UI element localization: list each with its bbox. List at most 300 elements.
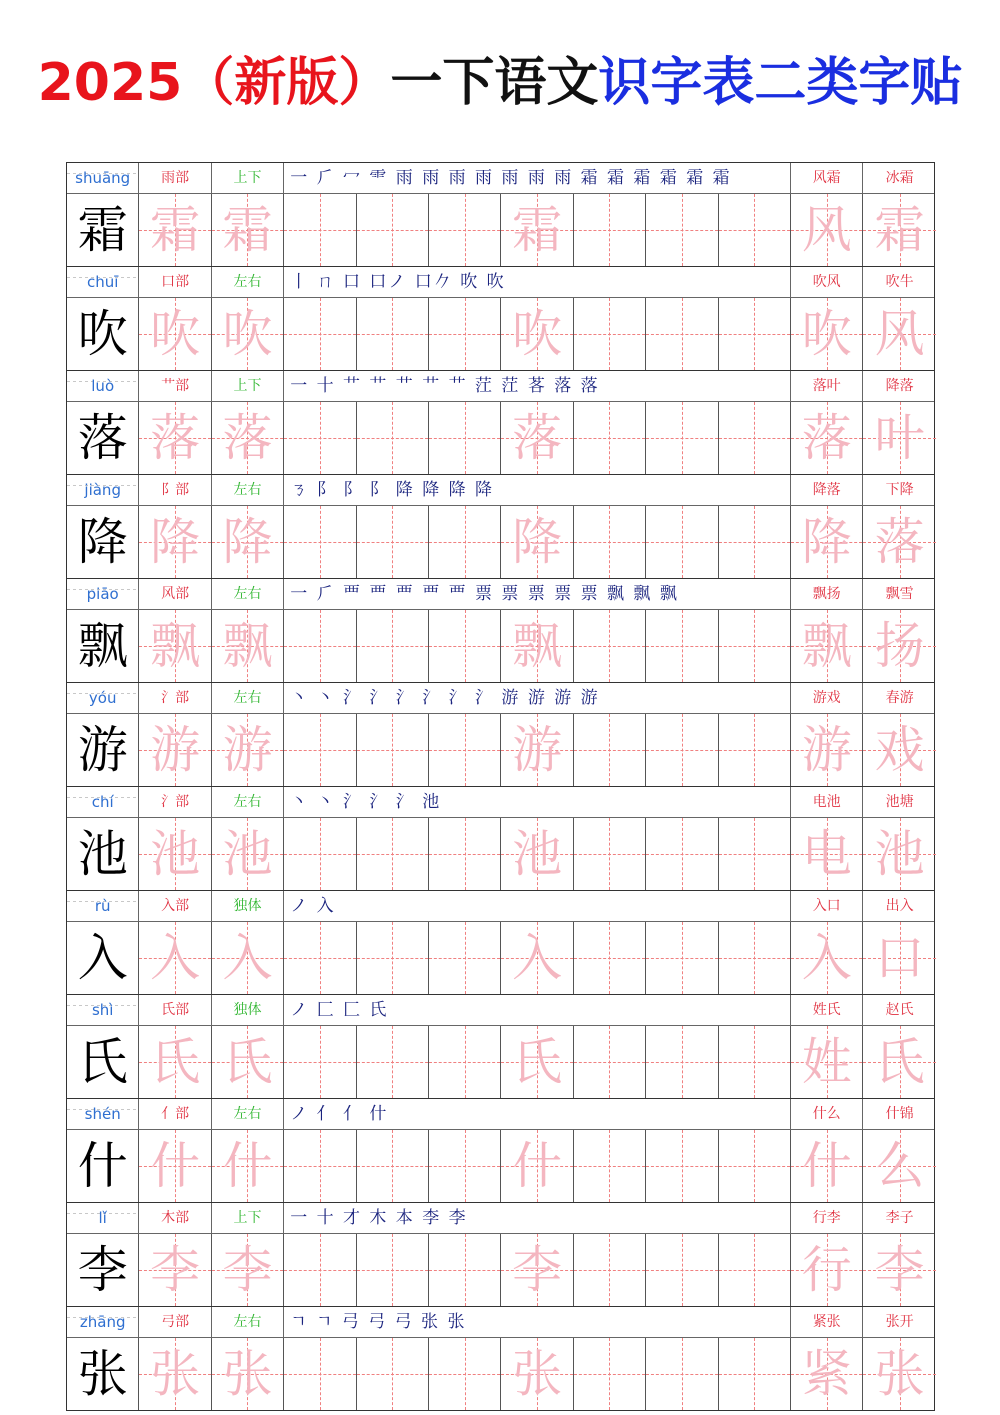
writing-cell[interactable] — [284, 194, 356, 266]
word-1: 落叶 — [791, 371, 863, 401]
writing-grid — [67, 714, 934, 787]
writing-cell[interactable] — [574, 506, 646, 578]
guide-line-vertical — [609, 1338, 610, 1410]
writing-cell[interactable] — [284, 1234, 356, 1306]
writing-cell[interactable] — [863, 506, 935, 578]
writing-cell[interactable] — [501, 714, 573, 786]
writing-cell[interactable] — [212, 402, 284, 474]
writing-cell[interactable] — [719, 1338, 791, 1410]
word-2: 什锦 — [885, 1106, 914, 1122]
trace-char: 李 — [512, 1241, 563, 1299]
radical-label: 阝部 — [139, 475, 211, 505]
writing-cell[interactable] — [646, 298, 718, 370]
trace-word-char-1: 风 — [801, 201, 852, 259]
pinyin-label: lǐ — [67, 1203, 139, 1233]
char-info-strip — [67, 163, 934, 194]
page-title — [0, 48, 1000, 118]
writing-cell[interactable] — [139, 714, 211, 786]
trace-char: 落 — [150, 409, 201, 467]
trace-word-char-1: 行 — [801, 1241, 852, 1299]
writing-cell[interactable] — [429, 922, 501, 994]
writing-cell[interactable] — [719, 1130, 791, 1202]
trace-char: 张 — [222, 1345, 273, 1403]
writing-cell[interactable] — [139, 298, 211, 370]
writing-grid — [67, 1026, 934, 1099]
writing-cell[interactable] — [212, 194, 284, 266]
guide-line-vertical — [392, 506, 393, 578]
guide-line-vertical — [754, 506, 755, 578]
writing-cell[interactable] — [719, 922, 791, 994]
writing-cell[interactable] — [863, 1234, 935, 1306]
writing-cell[interactable] — [212, 1026, 284, 1098]
writing-cell[interactable] — [357, 1234, 429, 1306]
guide-line-vertical — [754, 610, 755, 682]
writing-cell[interactable] — [284, 402, 356, 474]
trace-word-char-2: 落 — [874, 513, 925, 571]
writing-cell[interactable] — [501, 298, 573, 370]
writing-cell[interactable] — [429, 714, 501, 786]
writing-cell[interactable] — [429, 610, 501, 682]
structure-label: 左右 — [212, 683, 284, 713]
guide-line-vertical — [320, 506, 321, 578]
writing-cell[interactable] — [501, 1130, 573, 1202]
guide-line-vertical — [392, 298, 393, 370]
guide-line-vertical — [754, 1130, 755, 1202]
trace-char: 氏 — [222, 1033, 273, 1091]
word-2: 降落 — [885, 378, 914, 394]
writing-cell[interactable] — [357, 714, 429, 786]
stroke-order: 丨 ㄇ 口 口ノ 口𠂊 吹 吹 — [284, 267, 791, 297]
word-1: 紧张 — [791, 1307, 863, 1337]
writing-cell[interactable] — [139, 1338, 211, 1410]
writing-cell[interactable] — [646, 922, 718, 994]
char-info-strip — [67, 475, 934, 506]
writing-cell[interactable] — [863, 714, 935, 786]
writing-cell[interactable] — [501, 506, 573, 578]
writing-cell[interactable] — [357, 1130, 429, 1202]
guide-line-vertical — [682, 1026, 683, 1098]
writing-cell[interactable] — [574, 922, 646, 994]
char-info-strip — [67, 1203, 934, 1234]
writing-cell[interactable] — [719, 818, 791, 890]
writing-cell[interactable] — [429, 1130, 501, 1202]
writing-cell[interactable] — [574, 1234, 646, 1306]
trace-word-char-2: 池 — [874, 825, 925, 883]
guide-line-vertical — [465, 1130, 466, 1202]
radical-label: 氏部 — [139, 995, 211, 1025]
trace-char: 入 — [222, 929, 273, 987]
stroke-order: ノ 匚 匚 氏 — [284, 995, 791, 1025]
trace-char: 飘 — [512, 617, 563, 675]
writing-cell[interactable] — [429, 1234, 501, 1306]
writing-cell[interactable] — [139, 1026, 211, 1098]
guide-line-vertical — [320, 298, 321, 370]
writing-cell[interactable] — [574, 714, 646, 786]
writing-cell[interactable] — [429, 1338, 501, 1410]
writing-cell[interactable] — [791, 506, 863, 578]
guide-line-vertical — [465, 714, 466, 786]
writing-cell[interactable] — [212, 610, 284, 682]
writing-cell[interactable] — [574, 194, 646, 266]
writing-cell[interactable] — [212, 1338, 284, 1410]
guide-line-vertical — [465, 610, 466, 682]
model-char: 霜 — [77, 201, 128, 259]
word-2: 张开 — [885, 1314, 914, 1330]
writing-cell[interactable] — [574, 298, 646, 370]
guide-line-vertical — [609, 818, 610, 890]
writing-cell[interactable] — [67, 610, 139, 682]
writing-cell[interactable] — [646, 506, 718, 578]
trace-char: 氏 — [512, 1033, 563, 1091]
char-info-strip — [67, 267, 934, 298]
writing-cell[interactable] — [139, 1130, 211, 1202]
guide-line-vertical — [392, 714, 393, 786]
char-info-strip — [67, 1099, 934, 1130]
trace-char: 游 — [512, 721, 563, 779]
guide-line-vertical — [320, 818, 321, 890]
writing-cell[interactable] — [357, 922, 429, 994]
writing-cell[interactable] — [719, 298, 791, 370]
writing-cell[interactable] — [284, 1338, 356, 1410]
writing-cell[interactable] — [67, 194, 139, 266]
writing-cell[interactable] — [791, 1130, 863, 1202]
structure-label: 上下 — [212, 371, 284, 401]
guide-line-vertical — [682, 506, 683, 578]
writing-cell[interactable] — [357, 818, 429, 890]
char-row — [67, 163, 934, 267]
structure-label: 左右 — [212, 1099, 284, 1129]
guide-line-vertical — [609, 1234, 610, 1306]
structure-label: 左右 — [212, 475, 284, 505]
word-2: 春游 — [885, 690, 914, 706]
guide-line-vertical — [754, 402, 755, 474]
trace-word-char-1: 落 — [801, 409, 852, 467]
pinyin-label: yóu — [67, 683, 139, 713]
writing-cell[interactable] — [863, 1130, 935, 1202]
trace-char: 游 — [222, 721, 273, 779]
trace-char: 霜 — [150, 201, 201, 259]
structure-label: 左右 — [212, 787, 284, 817]
writing-cell[interactable] — [139, 194, 211, 266]
writing-cell[interactable] — [646, 402, 718, 474]
practice-sheet — [66, 162, 935, 1411]
writing-cell[interactable] — [646, 1234, 718, 1306]
writing-cell[interactable] — [212, 506, 284, 578]
writing-cell[interactable] — [284, 1026, 356, 1098]
pinyin-label: piāo — [67, 579, 139, 609]
writing-cell[interactable] — [67, 818, 139, 890]
guide-line-vertical — [682, 818, 683, 890]
guide-line-vertical — [754, 1338, 755, 1410]
trace-word-char-1: 姓 — [801, 1033, 852, 1091]
guide-line-vertical — [392, 610, 393, 682]
writing-cell[interactable] — [212, 922, 284, 994]
writing-cell[interactable] — [284, 1130, 356, 1202]
writing-cell[interactable] — [646, 818, 718, 890]
stroke-order: 一 ⺁ 冖 ⻗ 雨 雨 雨 雨 雨 雨 雨 霜 霜 霜 霜 霜 霜 — [284, 163, 791, 193]
guide-line-vertical — [609, 922, 610, 994]
writing-cell[interactable] — [67, 1130, 139, 1202]
writing-cell[interactable] — [67, 1026, 139, 1098]
word-2: 下降 — [885, 482, 914, 498]
writing-cell[interactable] — [791, 402, 863, 474]
stroke-order: ㄋ 阝 阝 阝 降 降 降 降 — [284, 475, 791, 505]
model-char: 池 — [77, 825, 128, 883]
trace-word-char-1: 紧 — [801, 1345, 852, 1403]
structure-label: 左右 — [212, 579, 284, 609]
guide-line-vertical — [320, 1026, 321, 1098]
word-1: 电池 — [791, 787, 863, 817]
writing-cell[interactable] — [139, 1234, 211, 1306]
word-1: 入口 — [791, 891, 863, 921]
writing-cell[interactable] — [863, 1026, 935, 1098]
trace-word-char-2: 扬 — [874, 617, 925, 675]
writing-cell[interactable] — [212, 818, 284, 890]
trace-word-char-2: 霜 — [874, 201, 925, 259]
word-2: 吹牛 — [885, 274, 914, 290]
writing-cell[interactable] — [212, 298, 284, 370]
word-1: 飘扬 — [791, 579, 863, 609]
guide-line-vertical — [320, 1338, 321, 1410]
trace-char: 游 — [150, 721, 201, 779]
writing-cell[interactable] — [863, 298, 935, 370]
pinyin-label: luò — [67, 371, 139, 401]
radical-label: 弓部 — [139, 1307, 211, 1337]
writing-cell[interactable] — [646, 714, 718, 786]
writing-cell[interactable] — [357, 506, 429, 578]
guide-line-vertical — [465, 818, 466, 890]
guide-line-vertical — [320, 714, 321, 786]
writing-cell[interactable] — [67, 1234, 139, 1306]
writing-cell[interactable] — [574, 1026, 646, 1098]
writing-cell[interactable] — [863, 1338, 935, 1410]
trace-char: 李 — [150, 1241, 201, 1299]
writing-grid — [67, 818, 934, 891]
writing-cell[interactable] — [284, 506, 356, 578]
writing-cell[interactable] — [863, 402, 935, 474]
writing-cell[interactable] — [646, 1130, 718, 1202]
guide-line-vertical — [465, 1026, 466, 1098]
writing-cell[interactable] — [501, 194, 573, 266]
writing-cell[interactable] — [574, 402, 646, 474]
guide-line-vertical — [754, 298, 755, 370]
writing-grid — [67, 506, 934, 579]
writing-cell[interactable] — [501, 1338, 573, 1410]
guide-line-vertical — [392, 1234, 393, 1306]
writing-cell[interactable] — [791, 194, 863, 266]
writing-cell[interactable] — [501, 402, 573, 474]
trace-char: 入 — [150, 929, 201, 987]
trace-char: 霜 — [512, 201, 563, 259]
writing-cell[interactable] — [791, 1026, 863, 1098]
writing-cell[interactable] — [357, 1026, 429, 1098]
stroke-order: ㄱ ㄱ 弓 弓 弓 张 张 — [284, 1307, 791, 1337]
writing-cell[interactable] — [574, 1338, 646, 1410]
writing-cell[interactable] — [574, 1130, 646, 1202]
writing-cell[interactable] — [357, 298, 429, 370]
writing-cell[interactable] — [719, 506, 791, 578]
model-char: 什 — [77, 1137, 128, 1195]
guide-line-vertical — [465, 922, 466, 994]
pinyin-label: shì — [67, 995, 139, 1025]
writing-cell[interactable] — [67, 298, 139, 370]
writing-cell[interactable] — [139, 402, 211, 474]
structure-label: 独体 — [212, 891, 284, 921]
writing-cell[interactable] — [791, 818, 863, 890]
writing-cell[interactable] — [646, 1338, 718, 1410]
guide-line-vertical — [682, 298, 683, 370]
writing-cell[interactable] — [719, 194, 791, 266]
char-info-strip — [67, 1307, 934, 1338]
writing-cell[interactable] — [212, 1130, 284, 1202]
writing-cell[interactable] — [863, 194, 935, 266]
radical-label: 氵部 — [139, 787, 211, 817]
writing-cell[interactable] — [791, 298, 863, 370]
writing-cell[interactable] — [284, 610, 356, 682]
radical-label: 入部 — [139, 891, 211, 921]
stroke-order: 丶 丶 氵 氵 氵 氵 氵 氵 游 游 游 游 — [284, 683, 791, 713]
pinyin-label: chí — [67, 787, 139, 817]
writing-cell[interactable] — [429, 506, 501, 578]
writing-grid — [67, 194, 934, 267]
trace-char: 降 — [150, 513, 201, 571]
writing-cell[interactable] — [429, 298, 501, 370]
word-2: 冰霜 — [885, 170, 914, 186]
writing-cell[interactable] — [284, 298, 356, 370]
writing-cell[interactable] — [429, 818, 501, 890]
trace-word-char-2: 氏 — [874, 1033, 925, 1091]
writing-cell[interactable] — [67, 714, 139, 786]
guide-line-vertical — [320, 1234, 321, 1306]
writing-cell[interactable] — [284, 714, 356, 786]
word-1: 游戏 — [791, 683, 863, 713]
writing-cell[interactable] — [139, 818, 211, 890]
writing-cell[interactable] — [719, 1026, 791, 1098]
writing-cell[interactable] — [719, 610, 791, 682]
trace-char: 池 — [222, 825, 273, 883]
guide-line-vertical — [320, 1130, 321, 1202]
writing-cell[interactable] — [67, 402, 139, 474]
guide-line-vertical — [682, 714, 683, 786]
guide-line-vertical — [754, 818, 755, 890]
writing-cell[interactable] — [501, 818, 573, 890]
guide-line-vertical — [682, 402, 683, 474]
guide-line-vertical — [320, 194, 321, 266]
writing-cell[interactable] — [501, 1234, 573, 1306]
structure-label: 上下 — [212, 1203, 284, 1233]
char-row — [67, 995, 934, 1099]
char-row — [67, 891, 934, 995]
structure-label: 左右 — [212, 267, 284, 297]
trace-word-char-1: 降 — [801, 513, 852, 571]
writing-cell[interactable] — [212, 1234, 284, 1306]
word-2: 飘雪 — [885, 586, 914, 602]
trace-char: 霜 — [222, 201, 273, 259]
writing-cell[interactable] — [791, 1234, 863, 1306]
writing-cell[interactable] — [863, 818, 935, 890]
char-row — [67, 1307, 934, 1410]
writing-cell[interactable] — [357, 194, 429, 266]
writing-grid — [67, 610, 934, 683]
guide-line-vertical — [609, 714, 610, 786]
writing-cell[interactable] — [357, 402, 429, 474]
word-1: 姓氏 — [791, 995, 863, 1025]
writing-cell[interactable] — [646, 610, 718, 682]
writing-cell[interactable] — [574, 610, 646, 682]
guide-line-vertical — [609, 298, 610, 370]
writing-cell[interactable] — [429, 1026, 501, 1098]
word-1: 行李 — [791, 1203, 863, 1233]
writing-cell[interactable] — [67, 922, 139, 994]
writing-cell[interactable] — [139, 506, 211, 578]
writing-cell[interactable] — [791, 922, 863, 994]
writing-cell[interactable] — [429, 402, 501, 474]
guide-line-vertical — [465, 1234, 466, 1306]
trace-word-char-1: 游 — [801, 721, 852, 779]
trace-word-char-1: 什 — [801, 1137, 852, 1195]
writing-cell[interactable] — [139, 922, 211, 994]
guide-line-vertical — [754, 1026, 755, 1098]
trace-char: 什 — [512, 1137, 563, 1195]
guide-line-vertical — [682, 610, 683, 682]
model-char: 李 — [77, 1241, 128, 1299]
writing-cell[interactable] — [646, 194, 718, 266]
structure-label: 左右 — [212, 1307, 284, 1337]
char-info-strip — [67, 995, 934, 1026]
char-row — [67, 579, 934, 683]
writing-cell[interactable] — [212, 714, 284, 786]
trace-char: 入 — [512, 929, 563, 987]
writing-cell[interactable] — [429, 194, 501, 266]
char-info-strip — [67, 787, 934, 818]
writing-cell[interactable] — [646, 1026, 718, 1098]
writing-cell[interactable] — [863, 922, 935, 994]
writing-cell[interactable] — [67, 506, 139, 578]
writing-cell[interactable] — [357, 610, 429, 682]
trace-char: 氏 — [150, 1033, 201, 1091]
guide-line-vertical — [754, 714, 755, 786]
writing-cell[interactable] — [863, 610, 935, 682]
writing-cell[interactable] — [501, 610, 573, 682]
writing-cell[interactable] — [501, 922, 573, 994]
trace-word-char-1: 吹 — [801, 305, 852, 363]
guide-line-vertical — [609, 1130, 610, 1202]
writing-cell[interactable] — [284, 922, 356, 994]
writing-cell[interactable] — [719, 1234, 791, 1306]
word-2: 赵氏 — [885, 1002, 914, 1018]
char-row — [67, 787, 934, 891]
writing-cell[interactable] — [501, 1026, 573, 1098]
radical-label: 亻部 — [139, 1099, 211, 1129]
writing-cell[interactable] — [791, 1338, 863, 1410]
pinyin-label: shén — [67, 1099, 139, 1129]
writing-cell[interactable] — [139, 610, 211, 682]
writing-cell[interactable] — [719, 402, 791, 474]
stroke-order: ノ 亻 亻 什 — [284, 1099, 791, 1129]
writing-cell[interactable] — [791, 714, 863, 786]
writing-cell[interactable] — [357, 1338, 429, 1410]
guide-line-vertical — [465, 402, 466, 474]
title-year: 2025 — [37, 53, 183, 113]
writing-cell[interactable] — [791, 610, 863, 682]
trace-word-char-2: 戏 — [874, 721, 925, 779]
radical-label: 口部 — [139, 267, 211, 297]
writing-cell[interactable] — [719, 714, 791, 786]
writing-cell[interactable] — [574, 818, 646, 890]
writing-cell[interactable] — [284, 818, 356, 890]
writing-cell[interactable] — [67, 1338, 139, 1410]
title-grade: 一下语文 — [390, 53, 599, 113]
